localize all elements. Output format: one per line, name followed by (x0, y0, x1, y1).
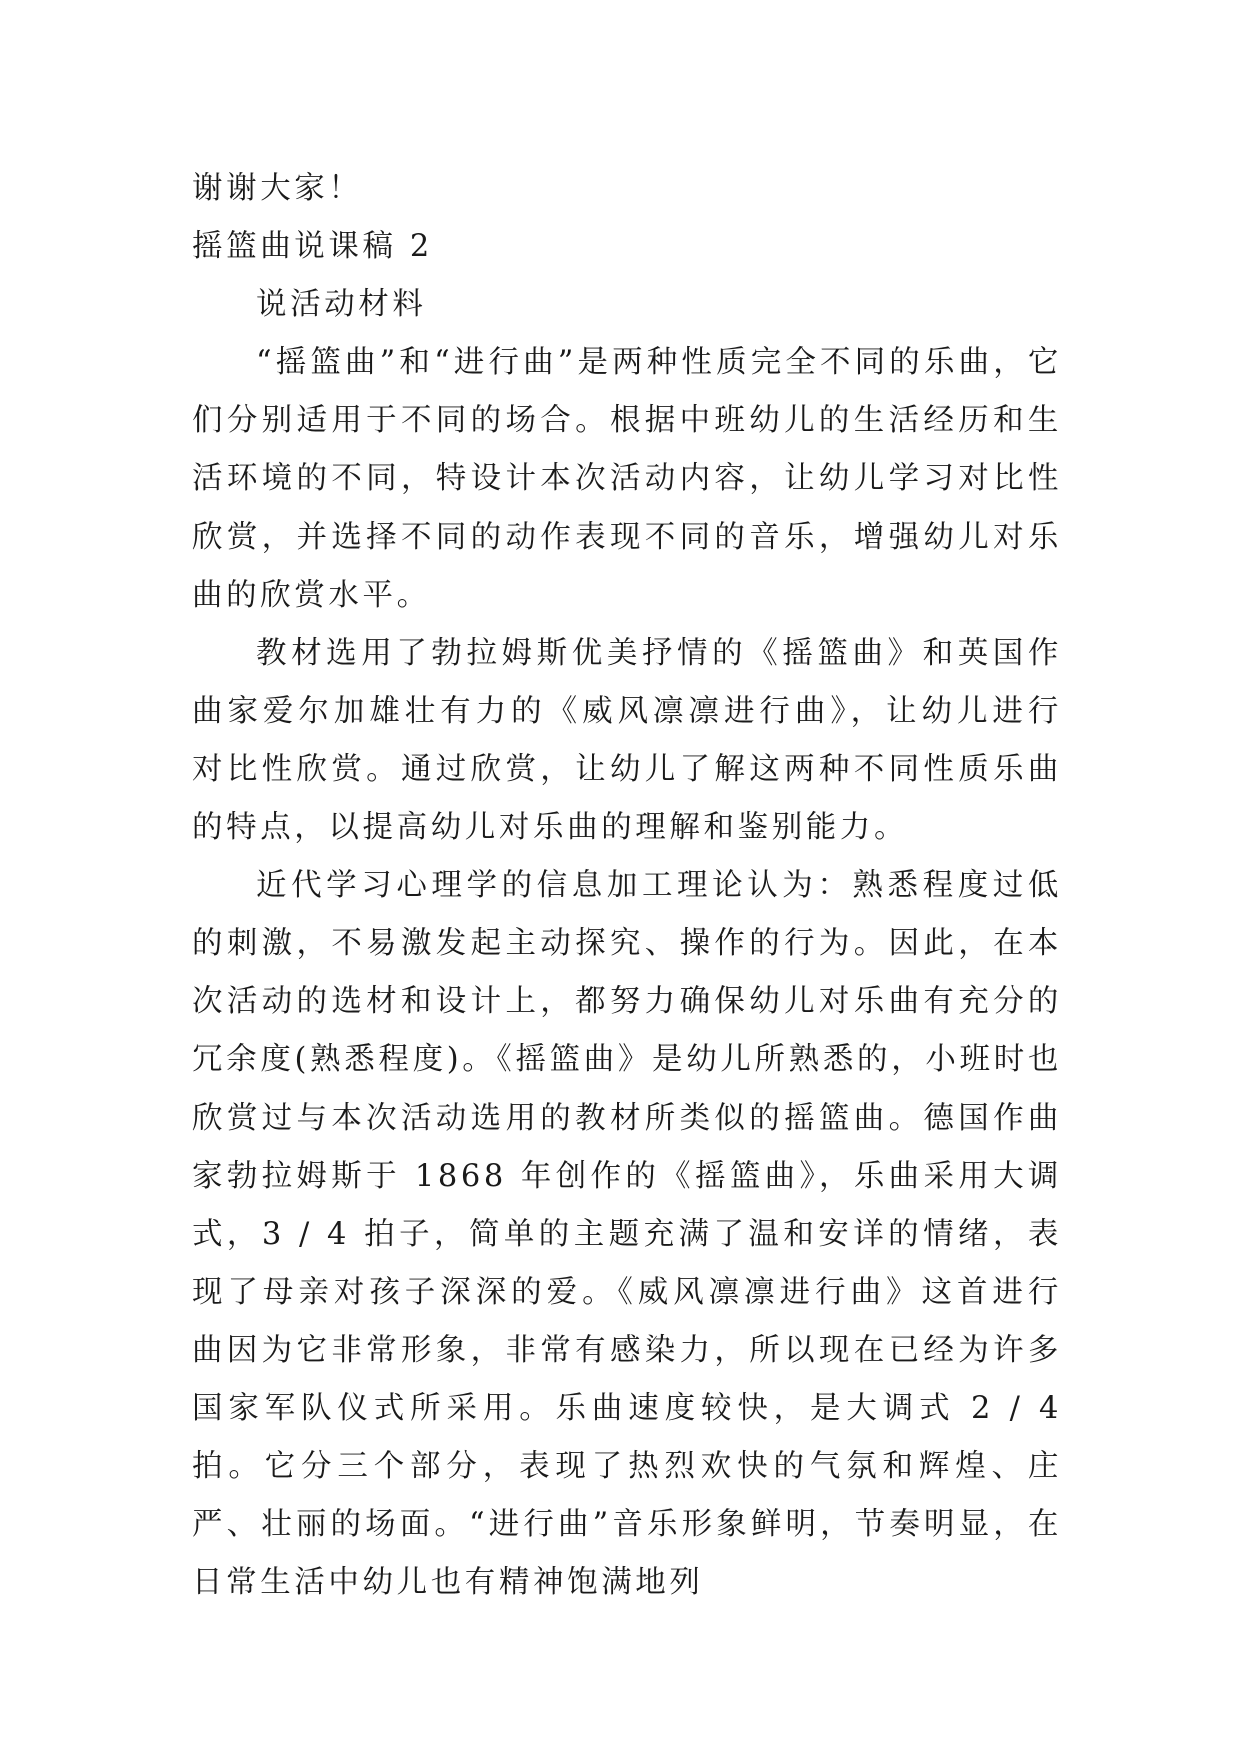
closing-line: 谢谢大家！ (192, 171, 363, 206)
section-heading: 说活动材料 (256, 287, 427, 323)
paragraph-learning-psychology: 近代学习心理学的信息加工理论认为：熟悉程度过低的刺激，不易激发起主动探究、操作的行为。因此，在本次活动的选材和设计上，都努力确保幼儿对乐曲有充分的冗余度(熟悉程度)。《摇篮曲》是幼儿所熟悉的，小班时也欣赏过与本次活动选用的教材所类似的摇篮曲。德国作曲家勃拉姆斯于 1868 年创作的《摇篮曲》，乐曲采用大调式，3 / 4 拍子，简单的主题充满了温和安详的情绪，表现了母亲对孩子深深的爱。《威风凛凛进行曲》这首进行曲因为它非常形象，非常有感染力，所以现在已经为许多国家军队仪式所采用。乐曲速度较快，是大调式 2 / 4 拍。它分三个部分，表现了热烈欢快的气氛和辉煌、庄严、壮丽的场面。“进行曲”音乐形象鲜明，节奏明显，在日常生活中幼儿也有精神饱满地列 (192, 868, 1062, 1601)
paragraph-teaching-materials: 教材选用了勃拉姆斯优美抒情的《摇篮曲》和英国作曲家爱尔加雄壮有力的《威风凛凛进行曲》，让幼儿进行对比性欣赏。通过欣赏，让幼儿了解这两种不同性质乐曲的特点，以提高幼儿对乐曲的理解和鉴别能力。 (192, 635, 1062, 846)
document-body (192, 160, 1062, 1612)
document-title: 摇篮曲说课稿 2 (192, 229, 433, 265)
paragraph-materials-intro: “摇篮曲”和“进行曲”是两种性质完全不同的乐曲，它们分别适用于不同的场合。根据中班幼儿的生活经历和生活环境的不同，特设计本次活动内容，让幼儿学习对比性欣赏，并选择不同的动作表现不同的音乐，增强幼儿对乐曲的欣赏水平。 (192, 345, 1062, 613)
